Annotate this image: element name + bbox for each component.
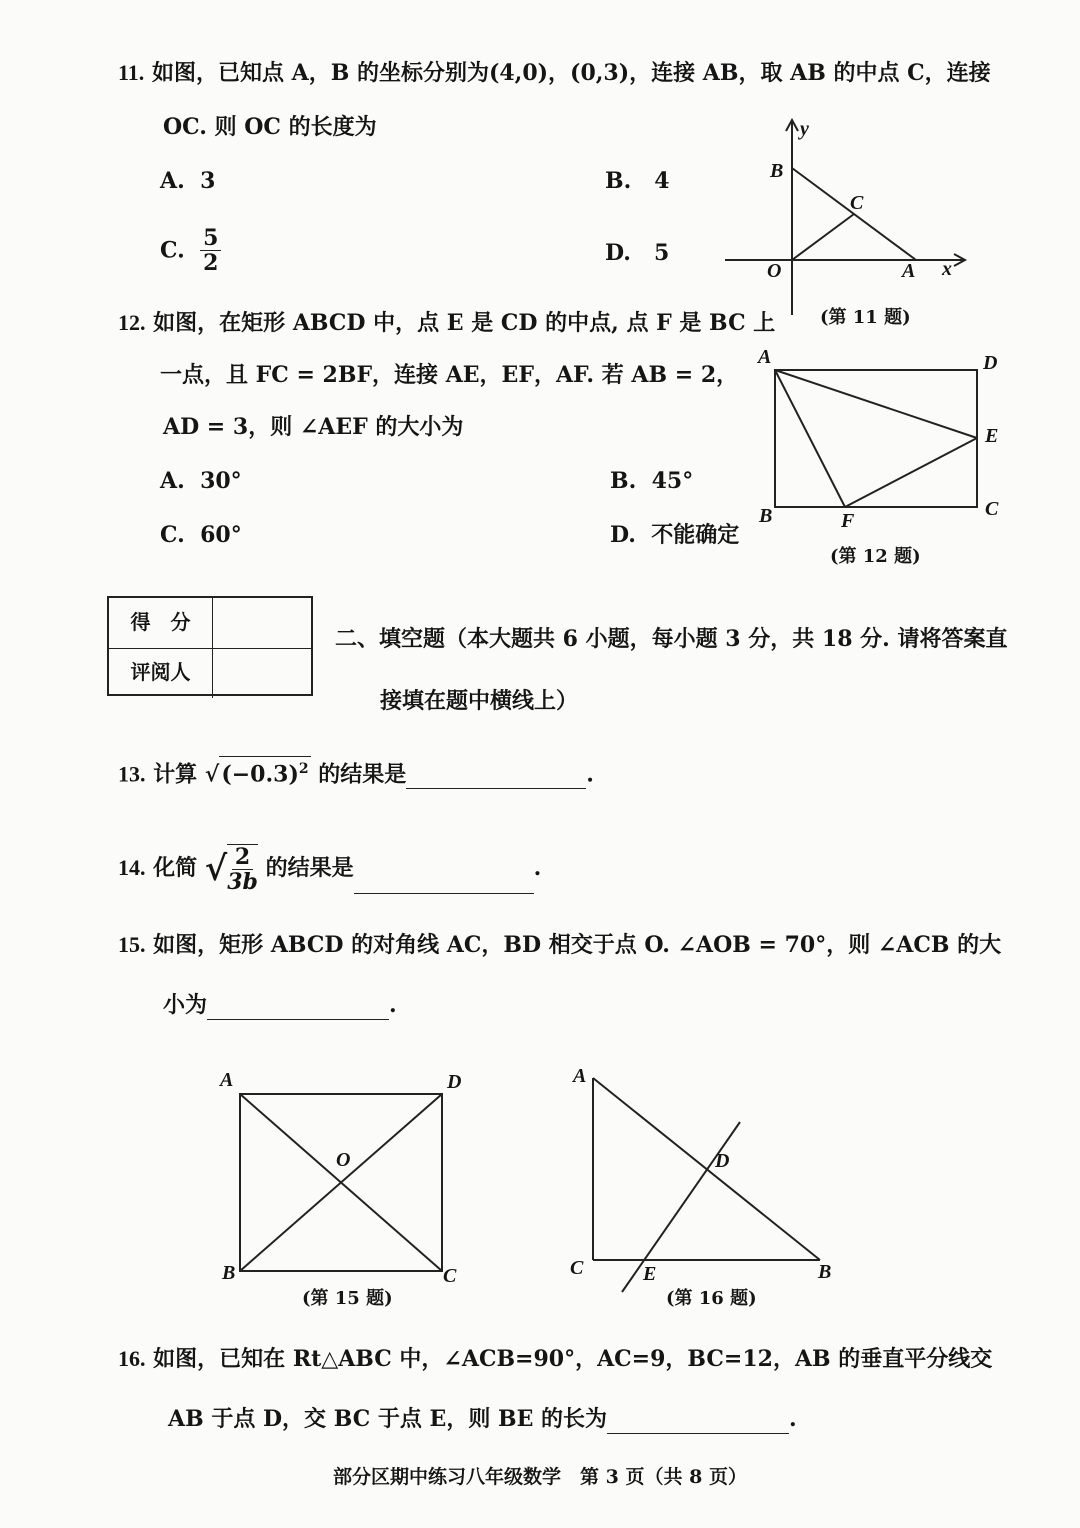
q16-text-line2: AB 于点 D，交 BC 于点 E，则 BE 的长为 — [168, 1406, 608, 1432]
q16-label-a: A — [573, 1065, 587, 1087]
q15-caption: (第 15 题) — [302, 1288, 393, 1309]
option-letter: A. — [160, 168, 185, 194]
q12-label-c: C — [985, 498, 999, 520]
q11-option-a[interactable] — [160, 166, 215, 196]
q12-option-c[interactable] — [160, 520, 242, 550]
option-letter: B. — [605, 168, 632, 194]
q11-text-line1: 如图，已知点 A，B 的坐标分别为(4,0)，(0,3)，连接 AB，取 AB 的中点 C，连接 — [151, 60, 991, 86]
q14-post: 的结果是 — [265, 855, 354, 881]
option-letter: B. — [610, 468, 637, 494]
q11-option-c[interactable] — [160, 226, 221, 275]
q11-label-x: x — [942, 258, 952, 280]
option-value: 60° — [200, 522, 242, 548]
q16-text-line1: 如图，已知在 Rt△ABC 中，∠ACB=90°，AC=9，BC=12，AB 的垂直平分线交 — [153, 1346, 993, 1372]
q16-number: 16. — [118, 1346, 146, 1371]
q15-label-a: A — [220, 1069, 234, 1091]
q16-label-c: C — [570, 1257, 584, 1279]
option-letter: D. — [605, 240, 631, 266]
q11-number: 11. — [118, 60, 145, 85]
q12-option-d[interactable] — [610, 520, 739, 550]
q13-answer-blank[interactable] — [406, 762, 586, 789]
q15-line2 — [163, 990, 397, 1020]
q15-text-line2: 小为 — [163, 992, 208, 1018]
q12-label-e: E — [985, 425, 999, 447]
reviewer-row — [109, 648, 311, 698]
q12-line3: AD = 3，则 ∠AEF 的大小为 — [163, 414, 464, 440]
q11-option-d[interactable] — [605, 238, 669, 268]
section2-heading-line2: 接填在题中横线上） — [380, 688, 579, 714]
q12-number: 12. — [118, 310, 146, 335]
q12-line1 — [118, 308, 775, 338]
q11-label-b: B — [770, 160, 784, 182]
q15-label-d: D — [447, 1071, 462, 1093]
fraction — [200, 226, 221, 275]
period: . — [789, 1406, 797, 1432]
q11-option-b[interactable] — [605, 166, 670, 196]
q12-label-a: A — [758, 346, 772, 368]
q16-answer-blank[interactable] — [607, 1407, 789, 1434]
sqrt-sign: √ — [204, 849, 228, 889]
period: . — [389, 992, 397, 1018]
q14-number: 14. — [118, 855, 146, 880]
period: . — [533, 855, 542, 881]
q13-line — [118, 756, 594, 789]
option-value: 5 — [653, 240, 670, 266]
q11-figure — [720, 115, 980, 315]
q14-line — [118, 844, 541, 894]
q14-pre: 化简 — [153, 855, 198, 881]
q11-label-a: A — [902, 260, 916, 282]
q11-label-c: C — [850, 192, 864, 214]
q16-line1 — [118, 1344, 992, 1374]
radicand-text: (−0.3) — [221, 761, 299, 788]
reviewer-label: 评阅人 — [109, 648, 213, 698]
q11-label-o: O — [767, 260, 782, 282]
q14-answer-blank[interactable] — [354, 867, 534, 894]
option-value: 30° — [200, 468, 242, 494]
q11-line1 — [118, 58, 991, 88]
option-letter: A. — [160, 468, 185, 494]
q12-option-a[interactable] — [160, 466, 242, 496]
q13-pre: 计算 — [153, 761, 198, 788]
q15-text-line1: 如图，矩形 ABCD 的对角线 AC，BD 相交于点 O. ∠AOB = 70°，则 ∠ACB 的大 — [153, 932, 1002, 958]
q15-answer-blank[interactable] — [207, 993, 389, 1020]
q11-caption: (第 11 题) — [820, 307, 911, 328]
q11-label-y: y — [800, 118, 809, 140]
q12-text-line1: 如图，在矩形 ABCD 中，点 E 是 CD 的中点, 点 F 是 BC 上 — [153, 310, 776, 336]
q12-label-d: D — [983, 352, 998, 374]
fraction-denominator: 3b — [227, 869, 258, 895]
option-letter: C. — [160, 522, 185, 548]
option-value: 不能确定 — [651, 522, 740, 548]
q16-label-e: E — [643, 1263, 657, 1285]
q16-caption: (第 16 题) — [666, 1288, 757, 1309]
q12-option-b[interactable] — [610, 466, 693, 496]
q12-label-b: B — [759, 505, 773, 527]
q12-line2: 一点，且 FC = 2BF，连接 AE，EF，AF. 若 AB = 2， — [160, 362, 739, 388]
q15-number: 15. — [118, 932, 146, 957]
fraction-numerator: 5 — [200, 226, 221, 251]
period: . — [586, 761, 594, 788]
q15-figure — [215, 1066, 475, 1286]
q16-label-d: D — [715, 1150, 730, 1172]
q15-label-o: O — [336, 1149, 351, 1171]
q12-caption: (第 12 题) — [830, 546, 921, 567]
sqrt-radicand — [219, 756, 310, 786]
q13-number: 13. — [118, 761, 146, 787]
option-value: 4 — [654, 168, 670, 194]
option-letter: C. — [160, 237, 185, 264]
sqrt-sign: √ — [204, 761, 220, 788]
page-footer: 部分区期中练习八年级数学 第 3 页（共 8 页） — [333, 1466, 747, 1488]
option-value: 3 — [200, 168, 216, 194]
q16-label-b: B — [818, 1261, 832, 1283]
q15-line1 — [118, 930, 1001, 960]
q11-line2: OC. 则 OC 的长度为 — [163, 114, 377, 140]
fraction-numerator: 2 — [232, 845, 253, 870]
q16-line2 — [168, 1404, 797, 1434]
q12-figure — [755, 345, 1015, 535]
q16-figure — [565, 1060, 845, 1300]
q12-label-f: F — [841, 510, 855, 532]
exponent: 2 — [298, 761, 309, 777]
score-box — [107, 596, 313, 696]
score-label: 得 分 — [109, 598, 213, 648]
section2-heading-line1: 二、填空题（本大题共 6 小题，每小题 3 分，共 18 分. 请将答案直 — [335, 626, 1008, 652]
q15-label-c: C — [443, 1265, 457, 1287]
fraction — [227, 844, 258, 894]
score-row — [109, 598, 311, 649]
option-letter: D. — [610, 522, 636, 548]
q13-post: 的结果是 — [318, 761, 407, 788]
q15-label-b: B — [222, 1262, 236, 1284]
option-value: 45° — [651, 468, 694, 494]
fraction-denominator: 2 — [203, 250, 219, 276]
